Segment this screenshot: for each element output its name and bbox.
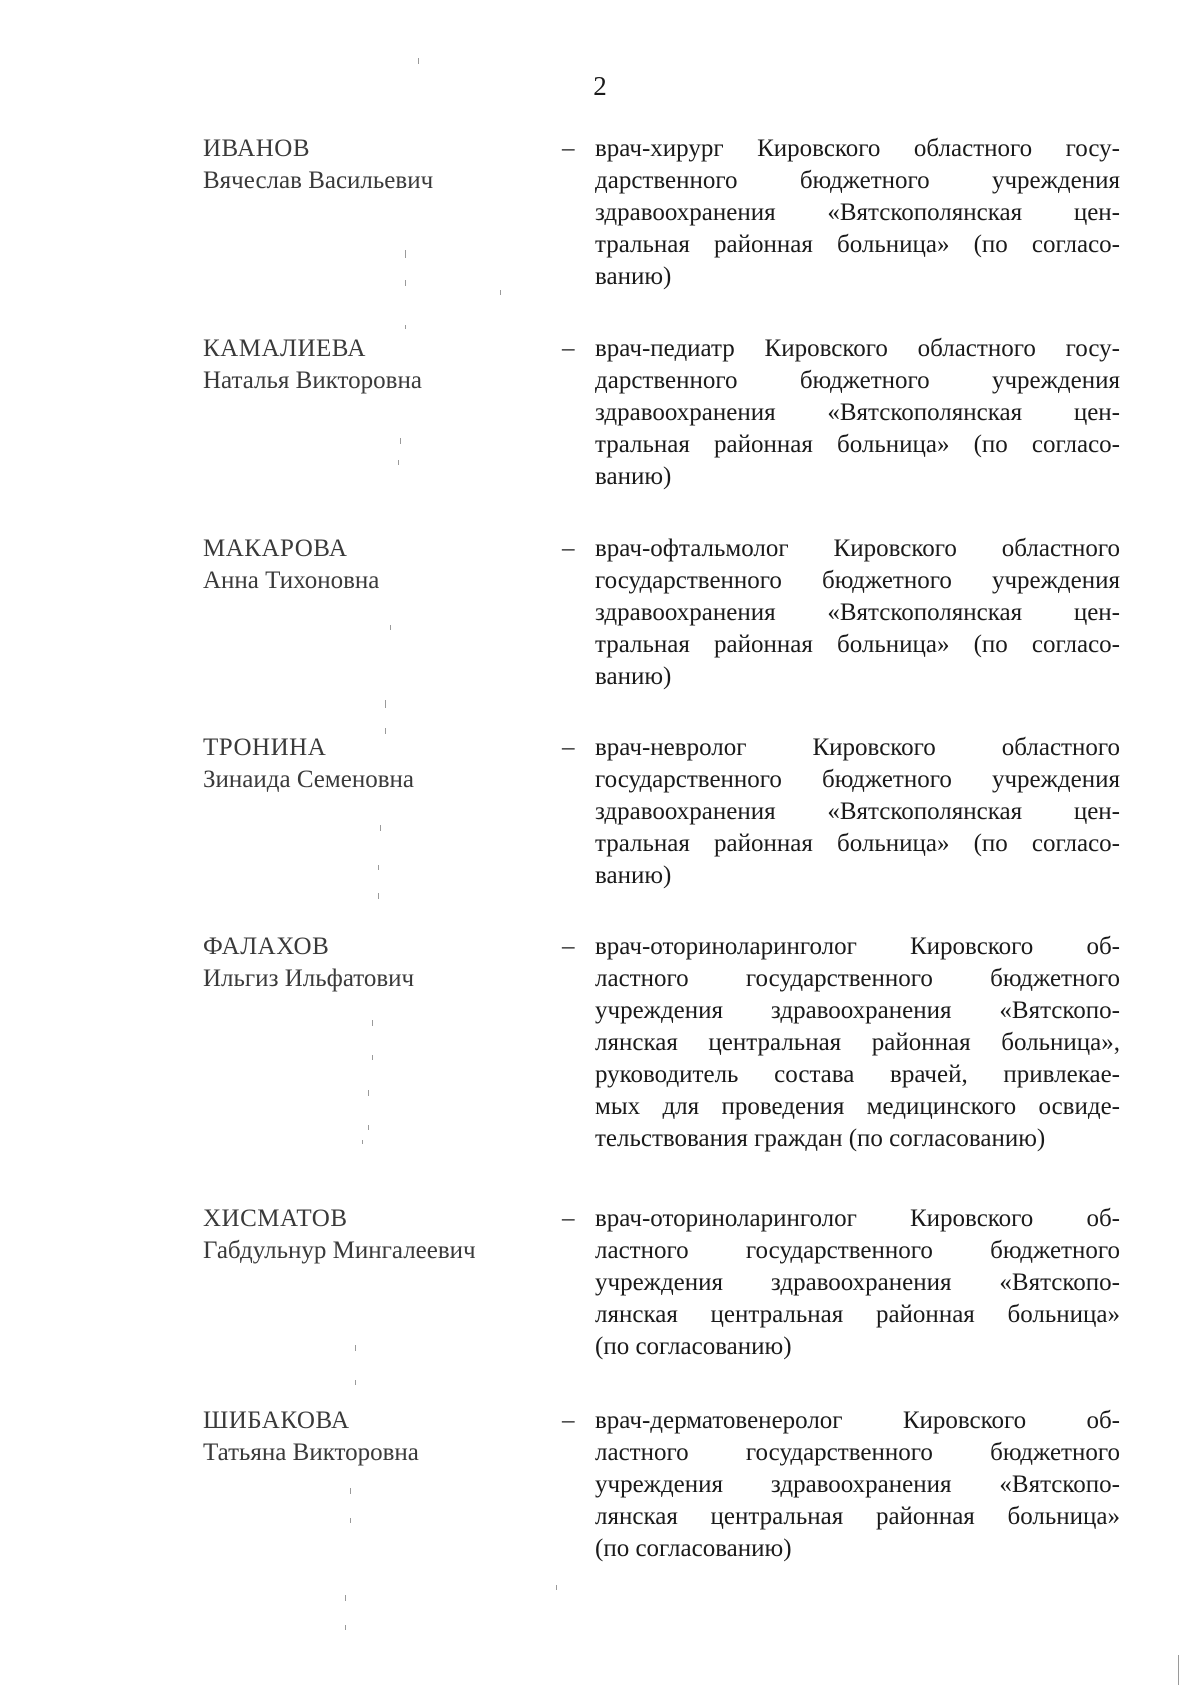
- member-surname: МАКАРОВА: [203, 535, 348, 562]
- member-given-names: Анна Тихоновна: [203, 567, 380, 594]
- member-role-line: врач-дерматовенеролог Кировского об-: [595, 1407, 1120, 1434]
- scan-speck: [355, 1345, 356, 1351]
- scan-speck: [556, 1585, 557, 1590]
- scan-speck: [390, 625, 391, 630]
- member-role-line: здравоохранения «Вятскополянская цен-: [595, 199, 1120, 226]
- member-role-line: мых для проведения медицинского освиде-: [595, 1093, 1120, 1120]
- member-role-line: лянская центральная районная больница»: [595, 1301, 1120, 1328]
- scan-speck: [368, 1125, 369, 1130]
- member-role-line: тральная районная больница» (по согласо-: [595, 431, 1120, 458]
- scan-speck: [385, 728, 386, 734]
- scan-speck: [418, 58, 419, 64]
- member-dash: –: [562, 135, 575, 162]
- member-role-line: дарственного бюджетного учреждения: [595, 167, 1120, 194]
- scan-speck: [398, 460, 399, 465]
- member-role-line: тельствования граждан (по согласованию): [595, 1125, 1046, 1152]
- scan-speck: [372, 1055, 373, 1060]
- member-dash: –: [562, 1205, 575, 1232]
- member-given-names: Наталья Викторовна: [203, 367, 422, 394]
- scan-speck: [385, 700, 386, 708]
- scan-speck: [368, 1090, 369, 1096]
- member-name: [203, 931, 533, 995]
- member-dash: –: [562, 335, 575, 362]
- member-surname: ФАЛАХОВ: [203, 933, 330, 960]
- member-dash: –: [562, 933, 575, 960]
- member-role-line: ванию): [595, 862, 672, 889]
- scan-speck: [400, 438, 401, 444]
- member-name: [203, 533, 533, 597]
- member-role-line: врач-оториноларинголог Кировского об-: [595, 933, 1120, 960]
- member-role: [595, 1203, 1120, 1363]
- member-role-line: ванию): [595, 663, 672, 690]
- member-given-names: Габдульнур Мингалеевич: [203, 1237, 476, 1264]
- member-role-line: (по согласованию): [595, 1333, 792, 1360]
- member-role-line: лянская центральная районная больница»,: [595, 1029, 1120, 1056]
- scan-speck: [355, 1380, 356, 1385]
- member-dash: –: [562, 1407, 575, 1434]
- scan-speck: [500, 290, 501, 295]
- scan-speck: [372, 1020, 373, 1026]
- member-role: [595, 333, 1120, 493]
- member-role-line: ванию): [595, 263, 672, 290]
- member-role-line: врач-педиатр Кировского областного госу-: [595, 335, 1120, 362]
- member-given-names: Зинаида Семеновна: [203, 766, 414, 793]
- scan-speck: [380, 825, 381, 831]
- member-role: [595, 533, 1120, 693]
- member-surname: ИВАНОВ: [203, 135, 310, 162]
- member-role-line: врач-офтальмолог Кировского областного: [595, 535, 1120, 562]
- member-role-line: учреждения здравоохранения «Вятскопо-: [595, 1269, 1120, 1296]
- member-role-line: (по согласованию): [595, 1535, 792, 1562]
- member-given-names: Вячеслав Васильевич: [203, 167, 434, 194]
- scan-speck: [345, 1625, 346, 1630]
- member-name: [203, 1203, 533, 1267]
- scan-speck: [378, 893, 379, 899]
- member-role-line: ластного государственного бюджетного: [595, 1439, 1120, 1466]
- member-given-names: Татьяна Викторовна: [203, 1439, 419, 1466]
- scan-speck: [378, 865, 379, 870]
- member-role: [595, 931, 1120, 1155]
- member-role-line: государственного бюджетного учреждения: [595, 567, 1120, 594]
- member-role-line: тральная районная больница» (по согласо-: [595, 231, 1120, 258]
- member-name: [203, 333, 533, 397]
- scan-speck: [362, 1140, 363, 1144]
- member-role-line: лянская центральная районная больница»: [595, 1503, 1120, 1530]
- member-surname: ХИСМАТОВ: [203, 1205, 348, 1232]
- member-role-line: тральная районная больница» (по согласо-: [595, 631, 1120, 658]
- scan-speck: [350, 1518, 351, 1523]
- member-dash: –: [562, 535, 575, 562]
- member-role-line: дарственного бюджетного учреждения: [595, 367, 1120, 394]
- scan-speck: [345, 1595, 346, 1601]
- member-surname: КАМАЛИЕВА: [203, 335, 366, 362]
- member-surname: ШИБАКОВА: [203, 1407, 350, 1434]
- member-role-line: врач-невролог Кировского областного: [595, 734, 1120, 761]
- member-name: [203, 732, 533, 796]
- member-given-names: Ильгиз Ильфатович: [203, 965, 415, 992]
- member-role-line: здравоохранения «Вятскополянская цен-: [595, 798, 1120, 825]
- member-role-line: ластного государственного бюджетного: [595, 1237, 1120, 1264]
- member-name: [203, 133, 533, 197]
- member-role-line: здравоохранения «Вятскополянская цен-: [595, 599, 1120, 626]
- scan-speck: [405, 325, 406, 329]
- scan-speck: [405, 250, 406, 258]
- member-role-line: здравоохранения «Вятскополянская цен-: [595, 399, 1120, 426]
- member-role: [595, 1405, 1120, 1565]
- member-name: [203, 1405, 533, 1469]
- member-surname: ТРОНИНА: [203, 734, 327, 761]
- member-role: [595, 133, 1120, 293]
- member-role-line: ванию): [595, 463, 672, 490]
- member-dash: –: [562, 734, 575, 761]
- member-role-line: тральная районная больница» (по согласо-: [595, 830, 1120, 857]
- member-role-line: учреждения здравоохранения «Вятскопо-: [595, 1471, 1120, 1498]
- member-role-line: ластного государственного бюджетного: [595, 965, 1120, 992]
- member-role-line: врач-хирург Кировского областного госу-: [595, 135, 1120, 162]
- scan-speck: [350, 1488, 351, 1494]
- scan-speck: [1178, 1655, 1179, 1685]
- member-role-line: государственного бюджетного учреждения: [595, 766, 1120, 793]
- scan-speck: [405, 280, 406, 286]
- member-role: [595, 732, 1120, 892]
- member-role-line: руководитель состава врачей, привлекае-: [595, 1061, 1120, 1088]
- member-role-line: врач-оториноларинголог Кировского об-: [595, 1205, 1120, 1232]
- member-role-line: учреждения здравоохранения «Вятскопо-: [595, 997, 1120, 1024]
- page-number: 2: [593, 71, 607, 101]
